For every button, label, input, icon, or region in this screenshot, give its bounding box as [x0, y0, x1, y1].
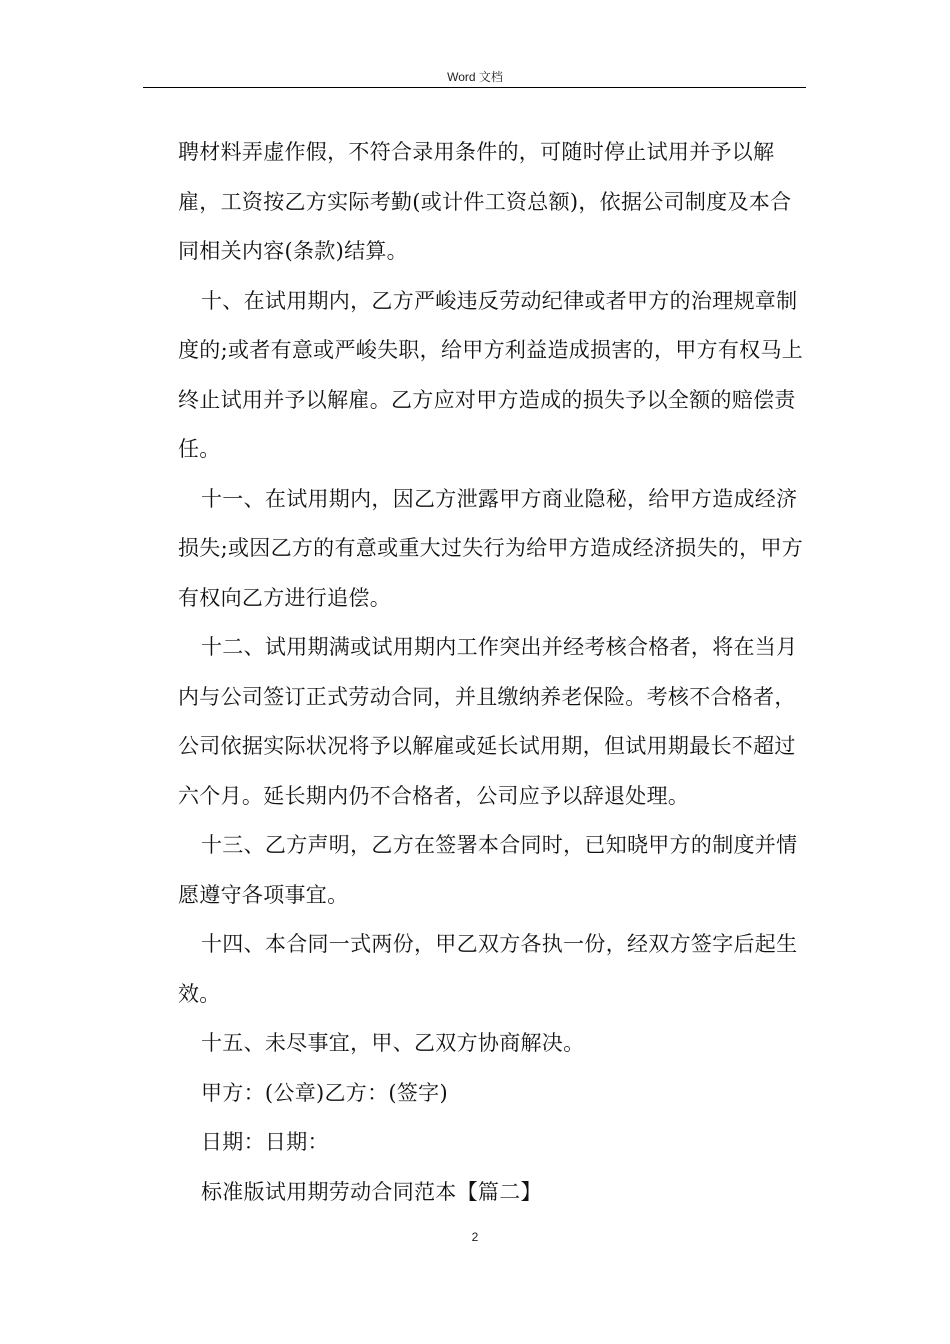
- date-line: 日期：日期：: [201, 1130, 329, 1154]
- signature-line: 甲方：(公章)乙方：(签字): [201, 1080, 448, 1105]
- clause-12: 十二、试用期满或试用期内工作突出并经考核合格者，将在当月内与公司签订正式劳动合同，并且缴纳养老保险。考核不合格者，公司依据实际状况将予以解雇或延长试用期，但试用期最长不超过六个月。延长期内仍不合格者，公司应予以辞退处理。: [178, 635, 798, 808]
- header-divider: [143, 87, 806, 88]
- clause-10: 十、在试用期内，乙方严峻违反劳动纪律或者甲方的治理规章制度的;或者有意或严峻失职，给甲方利益造成损害的，甲方有权马上终止试用并予以解雇。乙方应对甲方造成的损失予以全额的赔偿责任。: [178, 288, 804, 461]
- clause-14: 十四、本合同一式两份，甲乙双方各执一份，经双方签字后起生效。: [178, 932, 798, 1006]
- page-header: Word 文档: [447, 70, 503, 84]
- page-number: 2: [471, 1230, 479, 1244]
- clause-11: 十一、在试用期内，因乙方泄露甲方商业隐秘，给甲方造成经济损失;或因乙方的有意或重大过失行为给甲方造成经济损失的，甲方有权向乙方进行追偿。: [178, 486, 804, 610]
- clause-15: 十五、未尽事宜，甲、乙双方协商解决。: [201, 1031, 585, 1055]
- paragraph-continuation: 聘材料弄虚作假，不符合录用条件的，可随时停止试用并予以解雇，工资按乙方实际考勤(或计件工资总额)，依据公司制度及本合同相关内容(条款)结算。: [178, 140, 792, 263]
- clause-13: 十三、乙方声明，乙方在签署本合同时，已知晓甲方的制度并情愿遵守各项事宜。: [178, 833, 798, 907]
- document-body: [178, 128, 806, 1217]
- section-heading: 标准版试用期劳动合同范本【篇二】: [201, 1179, 542, 1204]
